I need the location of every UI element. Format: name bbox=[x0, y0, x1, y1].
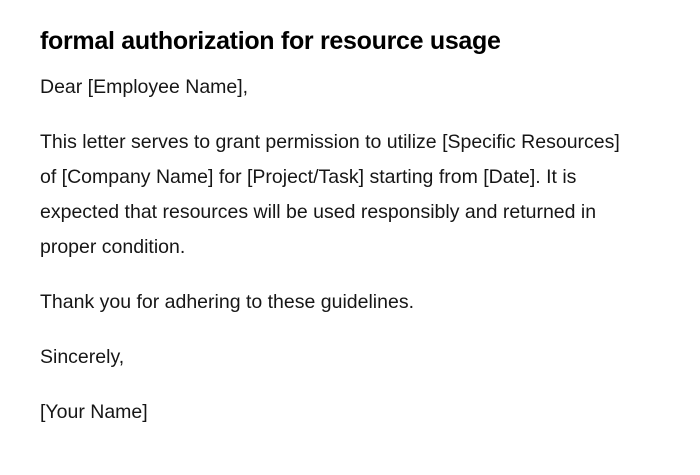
letter-salutation: Dear [Employee Name], bbox=[40, 76, 249, 98]
letter-document bbox=[40, 24, 620, 430]
letter-body-paragraph: This letter serves to grant permission to utilize [Specific Resources] of [Company Name] for [Project/Task] starting from [Date]. It is expected that resources will be used responsibly and returned in proper condition. bbox=[40, 131, 620, 258]
letter-signature: [Your Name] bbox=[40, 401, 148, 423]
letter-title: formal authorization for resource usage bbox=[40, 27, 501, 55]
letter-closing: Sincerely, bbox=[40, 346, 125, 368]
letter-thanks-line: Thank you for adhering to these guidelines. bbox=[40, 291, 414, 313]
